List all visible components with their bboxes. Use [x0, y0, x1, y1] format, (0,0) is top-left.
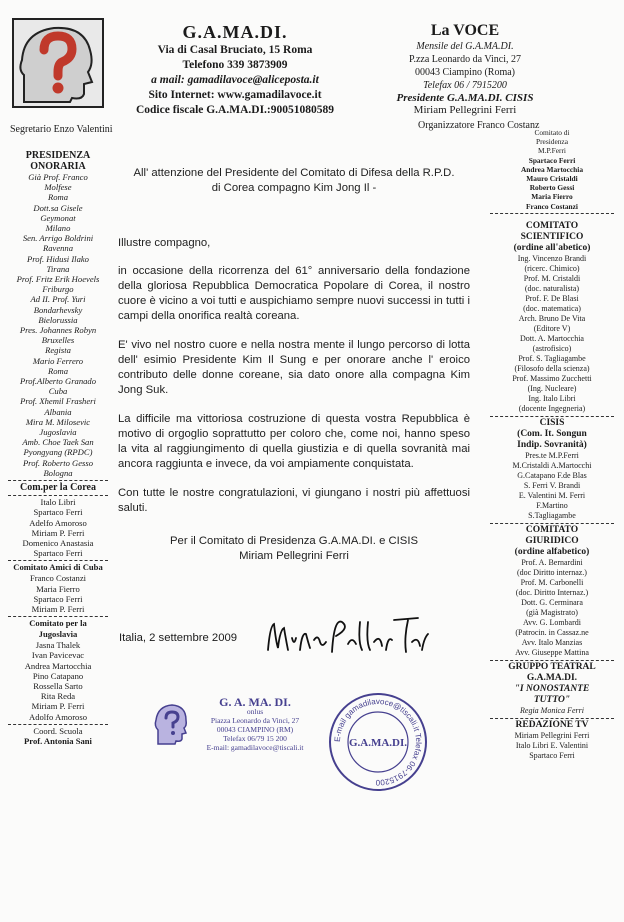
jugo-subtitle: Jugoslavia [38, 629, 78, 640]
list-item: Ivan Pavicevac [31, 650, 85, 661]
voce-president-title: Presidente G.A.MA.DI. CISIS [396, 92, 534, 104]
secretary: Segretario Enzo Valentini [10, 124, 113, 135]
list-item: Pyongyang (RPDC) [23, 447, 93, 458]
list-item: Spartaco Ferri [33, 507, 83, 518]
scientifico-list [480, 254, 624, 414]
scientifico-subtitle: SCIENTIFICO [520, 231, 584, 242]
corea-list [2, 497, 114, 558]
list-item: (docente Ingegneria) [518, 403, 586, 413]
list-item: Jasna Thalek [35, 640, 81, 651]
list-item: F.Martino [536, 500, 568, 510]
list-item: Prof. Fritz Erik Hoevels [16, 274, 100, 285]
head-profile-icon [152, 702, 188, 746]
voce-header [380, 22, 550, 116]
giuridico-subtitle: GIURIDICO [525, 535, 579, 546]
divider [490, 718, 614, 719]
left-sidebar [2, 150, 114, 746]
letter-body [118, 166, 470, 564]
paragraph: E' vivo nel nostro cuore e nella nostra mente il lungo percorso di lotta dell' esimio Presidente Kim Il Sung e per onorare anche l' eroico contributo delle donne coreane, sia dato onore alla compagna Kim Jong Suk. [118, 339, 470, 396]
stamp-line: E-mail: gamadilavoce@tiscali.it [206, 743, 304, 752]
list-item: Dott. G. Cerminara [521, 597, 583, 607]
list-item: (ricerc. Chimico) [524, 263, 580, 273]
list-item: M.P.Ferri [538, 146, 566, 156]
presidenza-title: PRESIDENZA [25, 150, 91, 161]
divider [8, 480, 108, 481]
stamp-line: Telefax 06/79 15 200 [223, 734, 287, 743]
list-item: Prof. A. Bernardini [521, 557, 583, 567]
org-fiscal-code: Codice fiscale G.A.MA.DI.:90051080589 [135, 104, 335, 116]
list-item: Roma [47, 192, 69, 203]
giuridico-title: COMITATO [525, 524, 579, 535]
redazione-title: REDAZIONE TV [515, 719, 589, 730]
list-item: (doc Diritto internaz.) [517, 567, 587, 577]
presidenza-list [2, 172, 114, 478]
divider [490, 660, 614, 661]
scuola-name: Prof. Antonia Sani [24, 735, 92, 746]
list-item: Avv. G. Lombardi [523, 617, 581, 627]
greeting: Illustre compagno, [118, 237, 211, 249]
list-item: Adolfo Amoroso [28, 711, 87, 722]
list-item: S.Tagliagambe [528, 510, 576, 520]
voce-subtitle: Mensile del G.A.MA.DI. [416, 41, 514, 52]
voce-fax: Telefax 06 / 7915200 [423, 80, 507, 91]
list-item: Prof. M. Cristaldi [523, 273, 581, 283]
list-item: Geymonat [40, 212, 76, 223]
list-item: Pres.te M.P.Ferri [525, 450, 579, 460]
list-item: (Ing. Nucleare) [527, 383, 577, 393]
list-item: Comitato di [534, 128, 570, 137]
list-item: Franco Costanzi [29, 573, 87, 584]
stamp-line: Piazza Leonardo da Vinci, 27 [210, 716, 300, 725]
right-sidebar [480, 128, 624, 761]
divider [8, 560, 108, 561]
list-item: Dott. A. Martocchia [520, 333, 584, 343]
redazione-list [480, 731, 624, 761]
round-stamp [326, 690, 430, 794]
list-item: Domenico Anastasia [22, 537, 94, 548]
list-item: Tirana [46, 263, 70, 274]
list-item: Maria Fierro [531, 192, 573, 202]
addressee-line: di Corea compagno Kim Jong Il - [211, 182, 377, 194]
list-item: Miriam P. Ferri [31, 603, 85, 614]
list-item: Miriam P. Ferri [31, 701, 85, 712]
org-address: Via di Casal Bruciato, 15 Roma [157, 44, 313, 56]
cisis-subtitle: (Com. It. Songun [517, 428, 587, 439]
cisis-title: CISIS [539, 417, 565, 428]
list-item: Mauro Cristaldi [526, 174, 578, 184]
list-item: Cuba [48, 386, 68, 397]
round-stamp-ring-text: E-mail gamadilavoce@tiscali.it Telefax 06-7915200 [332, 696, 424, 788]
paragraph: La difficile ma vittoriosa costruzione di questa vostra Repubblica è motivo di orgoglio soprattutto per coloro che, come noi, hanno speso la vita al raggiungimento di quella giustizia e di quella sovranità mai ancora raggiunta e invece, da voi ampiamente conquistata. [118, 413, 470, 470]
list-item: Friburgo [42, 284, 74, 295]
list-item: Andrea Martocchia [24, 660, 92, 671]
jugo-list [2, 640, 114, 722]
list-item: Ravenna [42, 243, 74, 254]
list-item: Già Prof. Franco [28, 172, 88, 182]
list-item: (Editore V) [533, 323, 571, 333]
giuridico-order: (ordine alfabetico) [514, 546, 590, 557]
org-name: G.A.MA.DI. [182, 22, 288, 42]
list-item: S. Ferri V. Brandi [523, 480, 581, 490]
letter-date: Italia, 2 settembre 2009 [119, 632, 238, 644]
round-stamp-title: G.A.MA.DI. [348, 737, 408, 749]
list-item: Avv. Giuseppe Mattina [515, 647, 589, 657]
list-item: Sen. Arrigo Boldrini [22, 233, 94, 244]
voce-address: P.zza Leonardo da Vinci, 27 [409, 54, 521, 65]
voce-city: 00043 Ciampino (Roma) [415, 67, 515, 78]
divider [8, 495, 108, 496]
presidenza-subtitle: ONORARIA [30, 161, 86, 172]
divider [490, 523, 614, 524]
list-item: Presidenza [535, 137, 568, 147]
list-item: Roberto Gessi [529, 183, 575, 193]
org-logo [12, 18, 104, 108]
org-header [110, 22, 360, 118]
list-item: Prof. S. Tagliagambe [518, 353, 586, 363]
teatro-subtitle: G.A.MA.DI. [526, 672, 578, 683]
divider [8, 724, 108, 725]
list-item: (Filosofo della scienza) [514, 363, 590, 373]
divider [8, 616, 108, 617]
list-item: Miriam Pellegrini Ferri [514, 730, 590, 740]
list-item: (già Magistrato) [526, 607, 578, 617]
list-item: Bruxelles [41, 335, 75, 346]
paragraph: Con tutte le nostre congratulazioni, vi giungano i nostri più affettuosi saluti. [118, 487, 470, 514]
org-phone: Telefono 339 3873909 [182, 59, 288, 71]
list-item: Ing. Vincenzo Brandi [517, 253, 587, 263]
committee-list [480, 128, 624, 211]
question-mark-head-icon [14, 20, 102, 106]
list-item: Mira M. Milosevic [25, 416, 91, 427]
scientifico-title: COMITATO [525, 220, 579, 231]
cisis-subtitle-2: Indip. Sovranità) [517, 439, 587, 450]
list-item: Spartaco Ferri [33, 548, 83, 559]
jugo-title: Comitato per la [29, 618, 87, 629]
cuba-title: Comitato Amici di Cuba [13, 562, 103, 573]
scuola-title: Coord. Scuola [33, 725, 83, 736]
list-item: Adelfo Amoroso [29, 517, 87, 528]
addressee [118, 166, 470, 196]
list-item: Molfese [44, 182, 72, 193]
list-item: Roma [47, 365, 69, 376]
list-item: (doc. Diritto Internaz.) [515, 587, 589, 597]
handwritten-signature [262, 612, 432, 664]
corea-title: Com.per la Corea [19, 482, 96, 494]
list-item: Franco Costanzi [526, 201, 578, 211]
list-item: Rossella Sarto [33, 680, 83, 691]
list-item: Bielorussia [38, 314, 78, 325]
list-item: Prof. M. Carbonelli [520, 577, 584, 587]
sign-name: Miriam Pellegrini Ferri [239, 550, 349, 562]
list-item: Ing. Italo Libri [528, 393, 576, 403]
cuba-list [2, 573, 114, 614]
list-item: Spartaco Ferri [529, 750, 575, 760]
list-item: Pino Catapano [32, 670, 84, 681]
list-item: (astrofisico) [532, 343, 572, 353]
list-item: Prof. F. De Blasi [525, 293, 579, 303]
signature-block [118, 534, 470, 564]
stamp-rectangular [196, 695, 314, 752]
scientifico-order: (ordine all'abetico) [513, 242, 591, 253]
list-item: Italo Libri E. Valentini [515, 740, 589, 750]
list-item: Mario Ferrero [32, 355, 84, 366]
list-item: Albania [44, 406, 72, 417]
list-item: Ad II. Prof. Yuri [30, 294, 86, 305]
list-item: (doc. matematica) [523, 303, 581, 313]
teatro-title: GRUPPO TEATRAL [508, 661, 596, 672]
stamp-line: 00043 CIAMPINO (RM) [216, 725, 294, 734]
voce-title: La VOCE [430, 22, 500, 39]
list-item: M.Cristaldi A.Martocchi [512, 460, 592, 470]
teatro-regia: Regia Monica Ferri [520, 705, 584, 715]
list-item: Prof. Xhemil Frasheri [20, 396, 96, 407]
list-item: Prof. Roberto Gesso [22, 457, 94, 468]
paragraph: in occasione della ricorrenza del 61° anniversario della fondazione della gloriosa Repubblica Democratica Popolare di Corea, il nostro cuore è vicino a voi tutti e auspichiamo sempre nuovi successi in tutti i campi della onorifica realtà coreana. [118, 265, 470, 322]
list-item: Miriam P. Ferri [31, 527, 85, 538]
list-item: Bologna [43, 467, 73, 478]
list-item: Arch. Bruno De Vita [518, 313, 586, 323]
list-item: Dott.sa Gisele [33, 202, 83, 213]
sign-line: Per il Comitato di Presidenza G.A.MA.DI. e CISIS [170, 535, 418, 547]
cisis-list [480, 451, 624, 521]
list-item: Maria Fierro [36, 583, 80, 594]
list-item: Milano [45, 223, 71, 234]
divider [490, 416, 614, 417]
list-item: Amb. Choe Taek San [22, 437, 94, 448]
teatro-name: "I NONOSTANTE [514, 683, 590, 694]
list-item: Andrea Martocchia [520, 164, 584, 174]
list-item: Spartaco Ferri [33, 593, 83, 604]
list-item: Spartaco Ferri [528, 155, 576, 165]
list-item: Prof. Massimo Zucchetti [512, 373, 592, 383]
list-item: (doc. naturalista) [524, 283, 580, 293]
list-item: Pres. Johannes Robyn [19, 325, 97, 336]
list-item: Bondarhevsky [33, 304, 83, 315]
organizer: Organizzatore Franco Costanz [418, 120, 540, 131]
org-email[interactable]: a mail: gamadilavoce@aliceposta.it [151, 74, 319, 86]
list-item: E. Valentini M. Ferri [518, 490, 586, 500]
addressee-line: All' attenzione del Presidente del Comitato di Difesa della R.P.D. [133, 167, 455, 179]
stamp-line: onlus [246, 707, 264, 716]
voce-president-name: Miriam Pellegrini Ferri [413, 104, 517, 116]
list-item: Italo Libri [40, 497, 76, 508]
teatro-name-2: TUTTO" [533, 694, 571, 705]
giuridico-list [480, 558, 624, 658]
list-item: (Patrocin. in Cassaz.ne [515, 627, 589, 637]
list-item: Prof. Hidusi Ilako [27, 253, 89, 264]
org-website[interactable]: Sito Internet: www.gamadilavoce.it [148, 89, 322, 101]
divider [490, 213, 614, 214]
list-item: G.Catapano F.de Blas [517, 470, 587, 480]
list-item: Jugoslavia [39, 427, 77, 438]
stamp-title: G. A. MA. DI. [219, 695, 291, 709]
list-item: Regista [45, 345, 71, 356]
list-item: Prof.Alberto Granado [19, 376, 97, 387]
list-item: Rita Reda [40, 691, 76, 702]
list-item: Avv. Italo Manzias [521, 637, 583, 647]
